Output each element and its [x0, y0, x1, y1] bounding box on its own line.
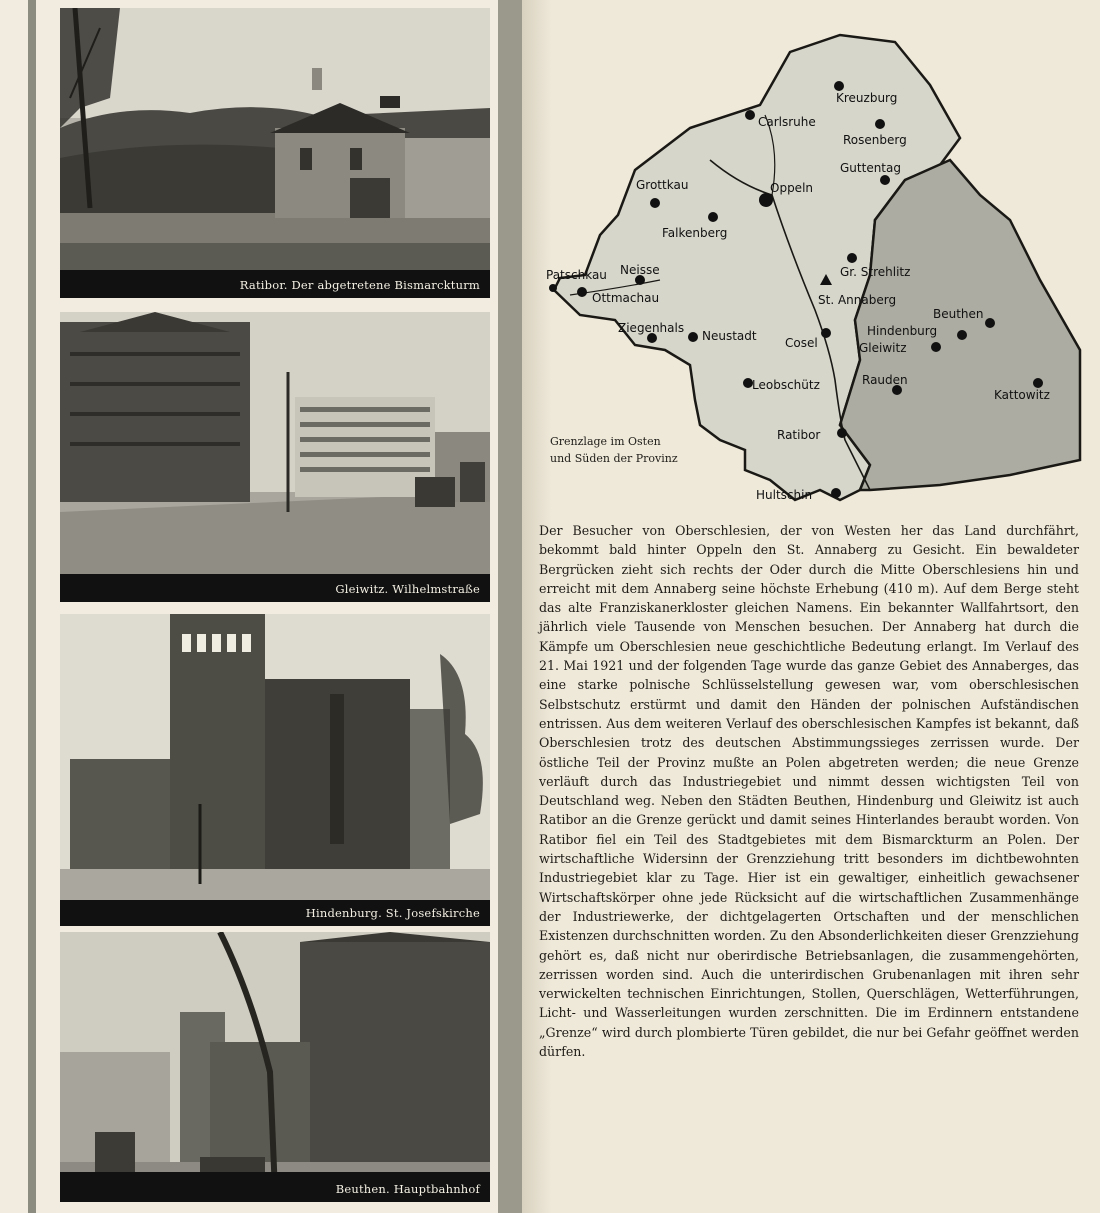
place-label: Guttentag	[840, 161, 901, 175]
place-label: Oppeln	[770, 181, 814, 195]
place-label: Grottkau	[636, 178, 689, 192]
photo-image	[60, 312, 490, 602]
map-caption	[550, 433, 678, 467]
decorative-stripe-left	[28, 0, 36, 1213]
map-caption-line-2: und Süden der Provinz	[550, 452, 678, 465]
body-paragraph: Der Besucher von Oberschlesien, der von Westen her das Land durchfährt, bekommt bald hinter Oppeln den St. Annaberg zu Gesicht. Ein bewaldeter Bergrücken zieht sich rechts der Oder durch die Mitte Oberschlesiens hin und erreicht mit dem Annaberg seine höchste Erhebung (410 m). Auf dem Berge steht das alte Franziskanerkloster gleichen Namens. Ein bekannter Wallfahrtsort, den jährlich viele Tausende von Menschen besuchen. Der Annaberg hat durch die Kämpfe um Oberschlesien neue geschichtliche Bedeutung erlangt. Im Verlauf des 21. Mai 1921 und der folgenden Tage wurde das ganze Gebiet des Annaberges, das eine starke polnische Schlüsselstellung gewesen war, vom oberschlesischen Selbstschutz erstürmt und damit den Händen der polnischen Aufständischen entrissen. Aus dem weiteren Verlauf des oberschlesischen Kampfes ist bekannt, daß Oberschlesien trotz des deutschen Abstimmungssieges zerrissen wurde. Der östliche Teil der Provinz mußte an Polen abgetreten werden; die neue Grenze verläuft durch das Industriegebiet und nimmt dessen wichtigsten Teil von Deutschland weg. Neben den Städten Beuthen, Hindenburg und Gleiwitz ist auch Ratibor an die Grenze gerückt und damit seines Hinterlandes beraubt worden. Von Ratibor fiel ein Teil des Stadtgebietes mit dem Bismarckturm an Polen. Der wirtschaftliche Widersinn der Grenzziehung tritt besonders im dichtbewohnten Industriegebiet klar zu Tage. Hier ist ein gewaltiger, einheitlich gewachsener Wirtschaftskörper ohne jede Rücksicht auf die wirtschaftlichen Zusammenhänge der Industriewerke, der dichtgelagerten Ortschaften und der menschlichen Existenzen durchschnitten worden. Zu den Absonderlichkeiten dieser Grenzziehung gehört es, daß nicht nur oberirdische Betriebsanlagen, die zusammengehörten, zerrissen worden sind. Auch die unterirdischen Grubenanlagen mit ihren sehr verwickelten technischen Einrichtungen, Stollen, Querschlägen, Wetterführungen, Licht- und Wasserleitungen wurden zerschnitten. Die im Erdinnern entstandene „Grenze“ wird durch plombierte Türen gebildet, die nur bei Gefahr geöffnet werden dürfen.	[539, 523, 1079, 1060]
photo-image	[60, 614, 490, 926]
place-label: Patschkau	[546, 268, 607, 282]
photo-image	[60, 8, 490, 298]
place-label: Ottmachau	[592, 291, 660, 305]
place-label: Rauden	[862, 373, 908, 387]
photo-caption: Ratibor. Der abgetretene Bismarckturm	[239, 278, 480, 292]
place-label: Neisse	[620, 263, 660, 277]
place-label: Neustadt	[702, 329, 757, 343]
place-label: Beuthen	[933, 307, 984, 321]
photo-ratibor-bismarckturm	[60, 8, 490, 298]
photo-image	[60, 932, 490, 1202]
photo-hindenburg-josefskirche	[60, 614, 490, 926]
map-caption-line-1: Grenzlage im Osten	[550, 435, 661, 448]
place-label: Hultschin	[756, 488, 813, 502]
place-label: Kattowitz	[994, 388, 1050, 402]
place-label: Falkenberg	[662, 226, 728, 240]
place-label: Ratibor	[777, 428, 821, 442]
place-label: Kreuzburg	[836, 91, 898, 105]
photo-caption: Hindenburg. St. Josefskirche	[305, 906, 480, 920]
place-label: Cosel	[785, 336, 818, 350]
map-place-leobschuetz	[743, 378, 820, 392]
photo-beuthen-hauptbahnhof	[60, 932, 490, 1202]
place-label: Ziegenhals	[618, 321, 685, 335]
photo-caption: Beuthen. Hauptbahnhof	[335, 1182, 480, 1196]
place-label: Leobschütz	[752, 378, 820, 392]
place-label: Rosenberg	[843, 133, 907, 147]
decorative-stripe-right	[498, 0, 522, 1213]
place-label: St. Annaberg	[818, 293, 897, 307]
place-label: Hindenburg	[867, 324, 938, 338]
place-label: Carlsruhe	[758, 115, 816, 129]
photo-gleiwitz-wilhelmstrasse	[60, 312, 490, 602]
place-label: Gr. Strehlitz	[840, 265, 911, 279]
place-label: Gleiwitz	[859, 341, 907, 355]
photo-caption: Gleiwitz. Wilhelmstraße	[335, 582, 480, 596]
